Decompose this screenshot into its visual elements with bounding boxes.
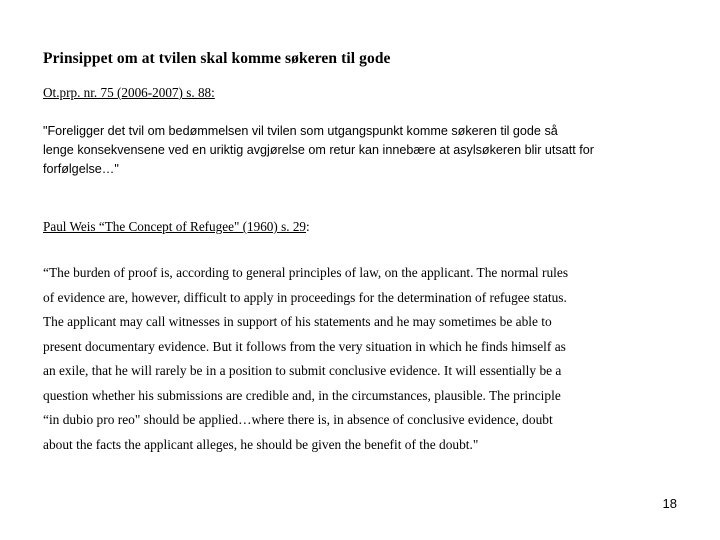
quote-line: question whether his submissions are credible and, in the circumstances, plausible. The principle: [43, 387, 561, 403]
slide-title: Prinsippet om at tvilen skal komme søkeren til gode: [43, 50, 391, 67]
quote-line: “in dubio pro reo" should be applied…where there is, in absence of conclusive evidence, doubt: [43, 412, 553, 427]
quote-line: lenge konsekvensene ved en uriktig avgjørelse om retur kan innebære at asylsøkeren blir utsatt for: [43, 143, 594, 157]
quote-line: of evidence are, however, difficult to apply in proceedings for the determination of refugee status.: [43, 289, 567, 305]
quote-line: an exile, that he will rarely be in a position to submit conclusive evidence. It will essentially be a: [43, 363, 562, 378]
quote-line: "Foreligger det tvil om bedømmelsen vil tvilen som utgangspunkt komme søkeren til gode så: [43, 124, 558, 138]
quote-line: present documentary evidence. But it follows from the very situation in which he finds himself as: [43, 338, 566, 354]
quote-line: forfølgelse…": [43, 162, 119, 176]
page-number: 18: [662, 496, 677, 511]
english-quote: [43, 261, 683, 457]
quote-line: about the facts the applicant alleges, he should be given the benefit of the doubt.": [43, 436, 479, 452]
quote-line: The applicant may call witnesses in support of his statements and he may sometimes be able to: [43, 314, 552, 329]
quote-line: “The burden of proof is, according to general principles of law, on the applicant. The normal rules: [43, 265, 569, 280]
reference-ot-prp: Ot.prp. nr. 75 (2006-2007) s. 88:: [43, 85, 215, 100]
norwegian-quote: [43, 122, 683, 179]
reference-paul-weis: Paul Weis “The Concept of Refugee" (1960) s. 29: [43, 219, 307, 234]
reference-colon: :: [306, 219, 310, 234]
